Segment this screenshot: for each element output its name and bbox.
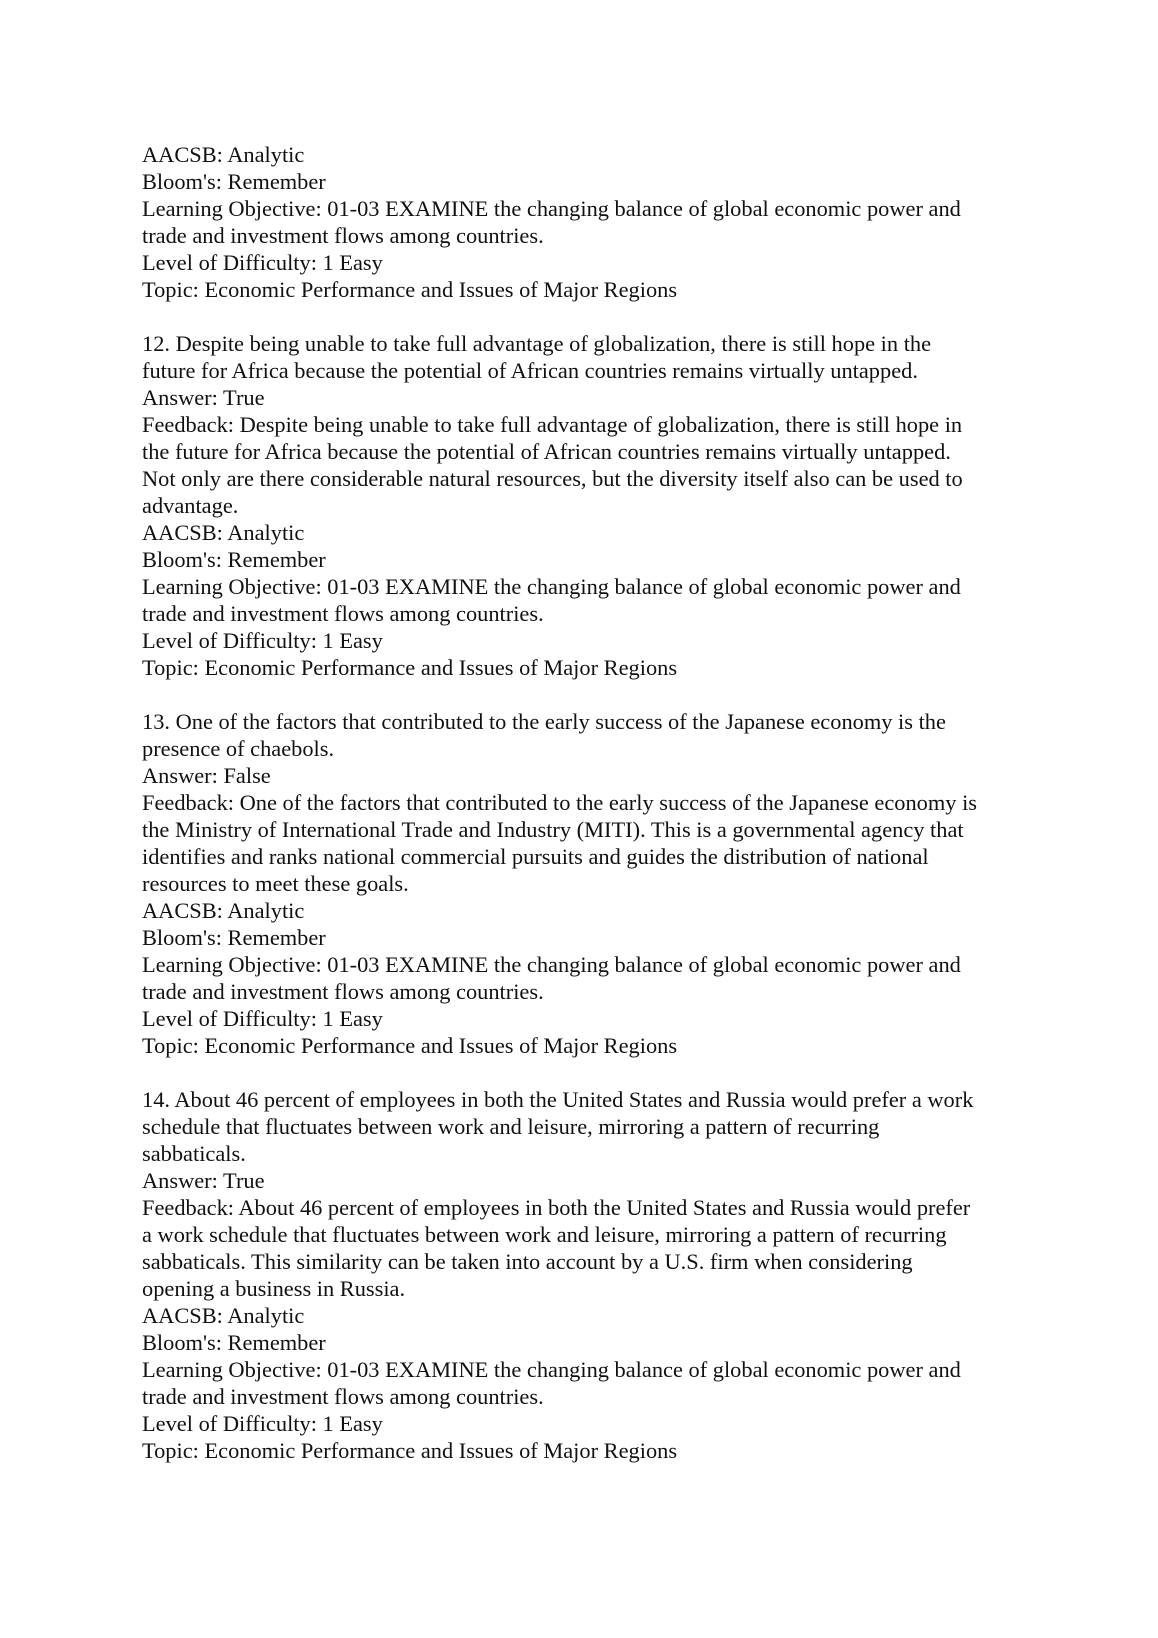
feedback-line: the Ministry of International Trade and Industry (MITI). This is a governmental agency that [142,817,964,842]
paragraph-spacer [142,1059,1042,1086]
feedback-line: identifies and ranks national commercial pursuits and guides the distribution of national [142,844,929,869]
question-12 [142,330,1042,681]
feedback-line: Not only are there considerable natural resources, but the diversity itself also can be used to [142,466,963,491]
learning-objective-line: Learning Objective: 01-03 EXAMINE the changing balance of global economic power and [142,574,961,599]
feedback-line: opening a business in Russia. [142,1276,406,1301]
topic-line: Topic: Economic Performance and Issues of Major Regions [142,277,678,302]
question-text-line: future for Africa because the potential of African countries remains virtually untapped. [142,358,918,383]
feedback-line: a work schedule that fluctuates between work and leisure, mirroring a pattern of recurring [142,1222,947,1247]
question-13 [142,708,1042,1059]
learning-objective-line: trade and investment flows among countries. [142,979,544,1004]
paragraph-spacer [142,303,1042,330]
feedback-line: sabbaticals. This similarity can be taken into account by a U.S. firm when considering [142,1249,913,1274]
question-14 [142,1086,1042,1464]
feedback-line: resources to meet these goals. [142,871,409,896]
aacsb-line: AACSB: Analytic [142,1303,305,1328]
question-text-line: presence of chaebols. [142,736,335,761]
feedback-line: Feedback: One of the factors that contributed to the early success of the Japanese economy is [142,790,978,815]
document-page [142,141,1042,1464]
feedback-line: the future for Africa because the potential of African countries remains virtually untapped. [142,439,951,464]
difficulty-line: Level of Difficulty: 1 Easy [142,1411,383,1436]
question-text-line: 13. One of the factors that contributed to the early success of the Japanese economy is the [142,709,946,734]
feedback-line: Feedback: About 46 percent of employees in both the United States and Russia would prefer [142,1195,971,1220]
aacsb-line: AACSB: Analytic [142,142,305,167]
topic-line: Topic: Economic Performance and Issues of Major Regions [142,1438,678,1463]
difficulty-line: Level of Difficulty: 1 Easy [142,250,383,275]
blooms-line: Bloom's: Remember [142,169,326,194]
answer-line: Answer: False [142,763,271,788]
learning-objective-line: Learning Objective: 01-03 EXAMINE the changing balance of global economic power and [142,952,961,977]
feedback-line: advantage. [142,493,239,518]
answer-line: Answer: True [142,1168,265,1193]
question-text-line: schedule that fluctuates between work and leisure, mirroring a pattern of recurring [142,1114,880,1139]
blooms-line: Bloom's: Remember [142,547,326,572]
learning-objective-line: Learning Objective: 01-03 EXAMINE the changing balance of global economic power and [142,1357,961,1382]
learning-objective-line: Learning Objective: 01-03 EXAMINE the changing balance of global economic power and [142,196,961,221]
learning-objective-line: trade and investment flows among countries. [142,223,544,248]
question-text-line: 12. Despite being unable to take full advantage of globalization, there is still hope in the [142,331,932,356]
aacsb-line: AACSB: Analytic [142,520,305,545]
topic-line: Topic: Economic Performance and Issues of Major Regions [142,1033,678,1058]
aacsb-line: AACSB: Analytic [142,898,305,923]
question-text-line: sabbaticals. [142,1141,246,1166]
question-text-line: 14. About 46 percent of employees in both the United States and Russia would prefer a work [142,1087,974,1112]
topic-line: Topic: Economic Performance and Issues of Major Regions [142,655,678,680]
difficulty-line: Level of Difficulty: 1 Easy [142,1006,383,1031]
answer-line: Answer: True [142,385,265,410]
learning-objective-line: trade and investment flows among countries. [142,601,544,626]
feedback-line: Feedback: Despite being unable to take full advantage of globalization, there is still hope in [142,412,963,437]
blooms-line: Bloom's: Remember [142,1330,326,1355]
blooms-line: Bloom's: Remember [142,925,326,950]
tail-of-question-11 [142,141,1042,303]
learning-objective-line: trade and investment flows among countries. [142,1384,544,1409]
difficulty-line: Level of Difficulty: 1 Easy [142,628,383,653]
paragraph-spacer [142,681,1042,708]
